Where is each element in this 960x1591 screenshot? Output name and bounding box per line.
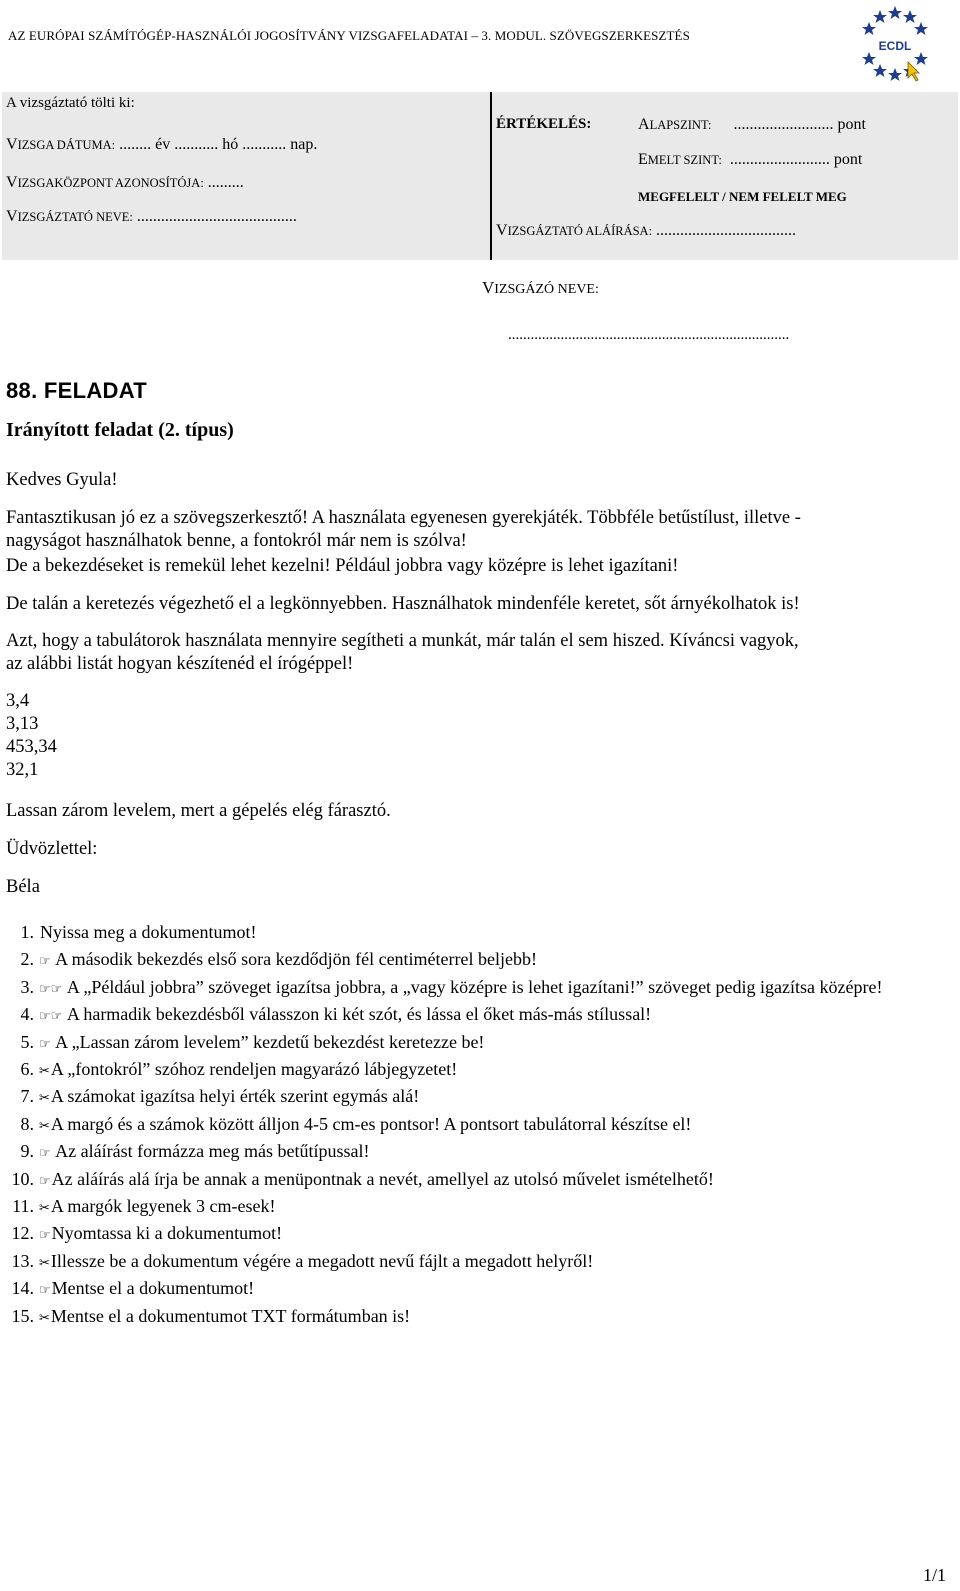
task-step: 9. ☞ Az aláírást formázza meg más betűtípussal! — [20, 1141, 370, 1162]
logo-star — [888, 68, 902, 81]
task-step: 4. ☞☞ A harmadik bekezdésből válasszon ki két szót, és lássa el őket más-más stílussal! — [20, 1004, 652, 1025]
pointing-hand-icon: ☞ — [39, 1283, 51, 1299]
logo-star — [914, 22, 928, 35]
evaluation-label: ÉRTÉKELÉS: — [496, 116, 592, 132]
logo-star — [862, 22, 876, 35]
task-step: 15. ✂Mentse el a dokumentumot TXT formátumban is! — [11, 1305, 411, 1326]
number-item: 3,4 — [6, 691, 30, 711]
pointing-hand-icon: ☞☞ — [39, 1009, 63, 1025]
logo-star — [873, 10, 887, 23]
scissors-icon: ✂ — [39, 1118, 50, 1134]
task-step: 6. ✂A „fontokról” szóhoz rendeljen magyarázó lábjegyzetet! — [20, 1059, 458, 1080]
exam-date-value: ........ év ........... hó ........... nap. — [119, 136, 318, 153]
exam-center-row: VIZSGAKÖZPONT AZONOSÍTÓJA: ......... — [6, 174, 244, 191]
task-step: 5. ☞ A „Lassan zárom levelem” kezdetű bekezdést keretezze be! — [20, 1031, 485, 1052]
candidate-name-label: VIZSGÁZÓ NEVE: — [482, 278, 599, 297]
letter-salutation: Üdvözlettel: — [6, 839, 98, 859]
letter-paragraph-1: Fantasztikusan jó ez a szövegszerkesztő! A használata egyenesen gyerekjáték. Többféle betűstílust, illetve - nagyságot használhatok benne, a fontokról már nem is szólva! — [6, 508, 801, 551]
examiner-fill-heading: A vizsgáztató tölti ki: — [6, 95, 135, 111]
scissors-icon: ✂ — [39, 1201, 50, 1217]
pointing-hand-icon: ☞ — [39, 1146, 51, 1162]
task-step: 1. Nyissa meg a dokumentumot! — [20, 922, 257, 942]
pointing-hand-icon: ☞ — [39, 1036, 51, 1052]
task-step: 11. ✂A margók legyenek 3 cm-esek! — [12, 1196, 276, 1217]
examiner-signature-row: VIZSGÁZTATÓ ALÁÍRÁSA: ................................... — [496, 222, 797, 239]
page-header-title: AZ EURÓPAI SZÁMÍTÓGÉP-HASZNÁLÓI JOGOSÍTVÁNY VIZSGAFELADATAI – 3. MODUL. SZÖVEGSZERKESZTÉS — [8, 28, 690, 43]
letter-closing: Lassan zárom levelem, mert a gépelés elég fárasztó. — [6, 801, 391, 821]
pointing-hand-icon: ☞ — [39, 1228, 51, 1244]
number-item: 453,34 — [6, 737, 57, 757]
task-steps-list — [6, 920, 942, 1331]
result-label: MEGFELELT / NEM FELELT MEG — [638, 189, 847, 204]
letter-paragraph-2: De a bekezdéseket is remekül lehet kezelni! Például jobbra vagy középre is lehet igazítani! — [6, 556, 679, 576]
advanced-level-row: EMELT SZINT: ......................... pont — [638, 151, 863, 168]
ecdl-logo — [858, 4, 932, 82]
logo-text: ECDL — [878, 39, 912, 53]
logo-star — [862, 52, 876, 65]
candidate-name-value: ........................................................................... — [508, 327, 790, 343]
page-number: 1/1 — [922, 1565, 946, 1585]
base-level-value: ......................... pont — [733, 116, 866, 133]
letter-paragraph-4: Azt, hogy a tabulátorok használata mennyire segítheti a munkát, már talán el sem hiszed. Kíváncsi vagyok, az alábbi listát hogyan készítenéd el írógéppel! — [6, 631, 799, 674]
letter-greeting: Kedves Gyula! — [6, 470, 118, 490]
pointing-hand-icon: ☞ — [39, 1173, 51, 1189]
examiner-signature-value: ................................... — [652, 222, 797, 239]
letter-paragraph-3: De talán a keretezés végezhető el a legkönnyebben. Használhatok mindenféle keretet, sőt árnyékolhatok is! — [6, 594, 800, 614]
advanced-level-value: ......................... pont — [729, 151, 863, 168]
task-step: 7. ✂A számokat igazítsa helyi érték szerint egymás alá! — [20, 1086, 420, 1107]
pointing-hand-icon: ☞☞ — [39, 981, 63, 997]
exam-date-row: VIZSGA DÁTUMA: ........ év ........... hó ........... nap. — [6, 136, 318, 153]
task-step: 14. ☞Mentse el a dokumentumot! — [11, 1278, 255, 1299]
examiner-info-box — [2, 92, 958, 260]
exam-center-value: ......... — [203, 174, 244, 191]
task-step: 13. ✂Illessze be a dokumentum végére a megadott nevű fájlt a megadott helyről! — [11, 1250, 594, 1271]
cursor-icon — [908, 62, 919, 81]
scissors-icon: ✂ — [39, 1091, 50, 1107]
scissors-icon: ✂ — [39, 1310, 50, 1326]
logo-star — [903, 10, 917, 23]
pointing-hand-icon: ☞ — [39, 954, 51, 970]
number-list — [6, 690, 57, 782]
task-step: 12. ☞Nyomtassa ki a dokumentumot! — [11, 1223, 283, 1244]
logo-star — [914, 52, 928, 65]
task-step: 2. ☞ A második bekezdés első sora kezdődjön fél centiméterrel beljebb! — [20, 949, 537, 970]
logo-star — [888, 6, 902, 19]
base-level-row: ALAPSZINT: ......................... pont — [638, 116, 866, 133]
letter-signature: Béla — [6, 877, 40, 897]
scissors-icon: ✂ — [39, 1064, 50, 1080]
logo-star — [873, 64, 887, 77]
examiner-name-value: ........................................ — [132, 208, 297, 225]
examiner-name-row: VIZSGÁZTATÓ NEVE: ........................................ — [6, 208, 297, 225]
number-item: 3,13 — [6, 714, 39, 734]
scissors-icon: ✂ — [39, 1255, 50, 1271]
task-step: 10. ☞Az aláírás alá írja be annak a menüpontnak a nevét, amellyel az utolsó művelet ismételhető! — [11, 1168, 714, 1189]
number-item: 32,1 — [6, 760, 39, 780]
task-step: 8. ✂A margó és a számok között álljon 4-5 cm-es pontsor! A pontsort tabulátorral készítse el! — [20, 1113, 692, 1134]
task-step: 3. ☞☞ A „Például jobbra” szöveget igazítsa jobbra, a „vagy középre is lehet igazítani!” szöveget pedig igazítsa középre! — [20, 976, 883, 997]
task-number: 88. FELADAT — [6, 378, 148, 403]
task-type: Irányított feladat (2. típus) — [6, 419, 234, 441]
info-box-divider — [490, 92, 492, 260]
